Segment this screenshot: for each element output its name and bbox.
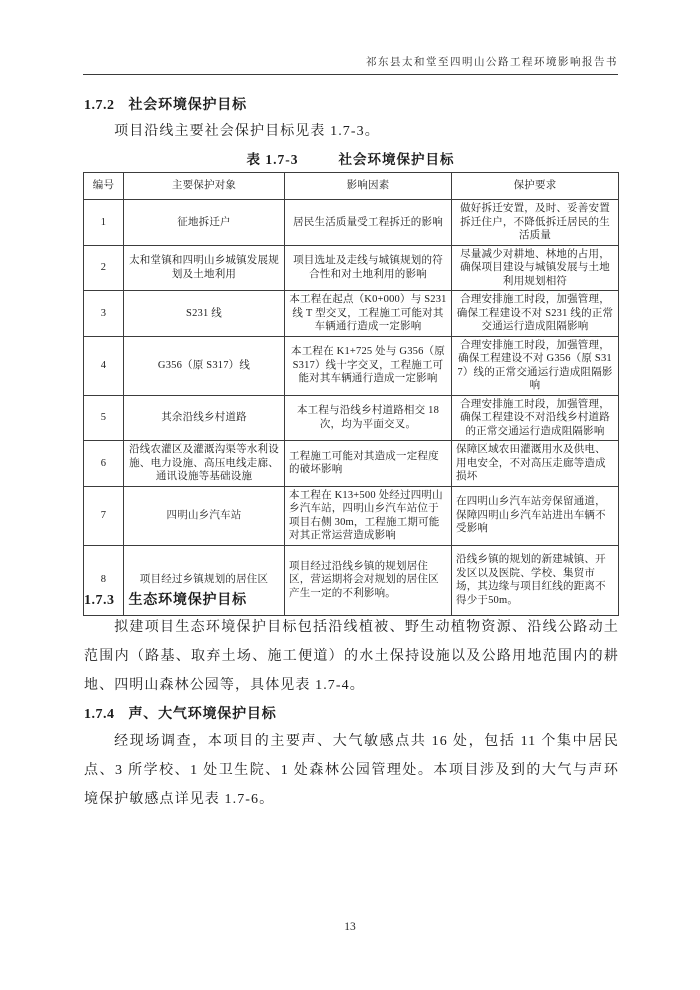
cell-number: 6	[84, 441, 124, 487]
section-title: 生态环境保护目标	[128, 593, 247, 608]
column-header-requirement: 保护要求	[452, 173, 619, 200]
column-header-impact: 影响因素	[285, 173, 452, 200]
section-heading-1-7-2	[84, 94, 619, 114]
column-header-number: 编号	[84, 173, 124, 200]
table-row	[84, 441, 619, 487]
paragraph-1-7-3: 拟建项目生态环境保护目标包括沿线植被、野生动植物资源、沿线公路动土范围内（路基、取弃土场、施工便道）的水土保持设施以及公路用地范围内的耕地、四明山森林公园等，具体见表 1.7-4。	[84, 620, 619, 693]
cell-number: 5	[84, 395, 124, 441]
cell-impact: 工程施工可能对其造成一定程度的破坏影响	[285, 441, 452, 487]
table-caption	[83, 148, 618, 168]
table-row	[84, 291, 619, 337]
section-title: 声、大气环境保护目标	[128, 707, 277, 722]
cell-target: 征地拆迁户	[124, 200, 285, 246]
column-header-target: 主要保护对象	[124, 173, 285, 200]
cell-impact: 本工程在 K13+500 处经过四明山乡汽车站，四明山乡汽车站位于项目右侧 30m，工程施工期可能对其正常运营造成影响	[285, 486, 452, 545]
section-heading-1-7-4	[84, 703, 619, 723]
cell-impact: 项目选址及走线与城镇规划的符合性和对土地利用的影响	[285, 245, 452, 291]
table-row	[84, 486, 619, 545]
cell-impact: 本工程在起点（K0+000）与 S231 线 T 型交叉，工程施工可能对其车辆通行造成一定影响	[285, 291, 452, 337]
cell-impact: 居民生活质量受工程拆迁的影响	[285, 200, 452, 246]
cell-requirement: 保障区域农田灌溉用水及供电、用电安全，不对高压走廊等造成损坏	[452, 441, 619, 487]
section-number: 1.7.3	[84, 593, 115, 608]
section-number: 1.7.4	[84, 707, 115, 722]
section-number: 1.7.2	[84, 98, 115, 113]
cell-number: 8	[84, 545, 124, 615]
cell-impact: 本工程与沿线乡村道路相交 18 次，均为平面交叉。	[285, 395, 452, 441]
table-row	[84, 245, 619, 291]
table-label: 表 1.7-3	[246, 152, 299, 167]
cell-requirement: 合理安排施工时段，加强管理，确保工程建设不对沿线乡村道路的正常交通运行造成阻隔影响	[452, 395, 619, 441]
running-header	[83, 54, 618, 75]
cell-target: 太和堂镇和四明山乡城镇发展规划及土地利用	[124, 245, 285, 291]
cell-target: 沿线农灌区及灌溉沟渠等水利设施、电力设施、高压电线走廊、通讯设施等基础设施	[124, 441, 285, 487]
table-title: 社会环境保护目标	[338, 152, 455, 167]
cell-number: 2	[84, 245, 124, 291]
cell-impact: 项目经过沿线乡镇的规划居住区，营运期将会对规划的居住区产生一定的不利影响。	[285, 545, 452, 615]
table-row	[84, 336, 619, 395]
section-title: 社会环境保护目标	[128, 98, 247, 113]
paragraph-1-7-2: 项目沿线主要社会保护目标见表 1.7-3。	[114, 124, 380, 139]
cell-target: S231 线	[124, 291, 285, 337]
cell-target: G356（原 S317）线	[124, 336, 285, 395]
table-body	[84, 200, 619, 616]
cell-requirement: 在四明山乡汽车站旁保留通道，保障四明山乡汽车站进出车辆不受影响	[452, 486, 619, 545]
cell-impact: 本工程在 K1+725 处与 G356（原 S317）线十字交叉，工程施工可能对其车辆通行造成一定影响	[285, 336, 452, 395]
cell-number: 1	[84, 200, 124, 246]
cell-target: 四明山乡汽车站	[124, 486, 285, 545]
cell-number: 4	[84, 336, 124, 395]
table-header-row	[84, 173, 619, 200]
cell-requirement: 尽量减少对耕地、林地的占用，确保项目建设与城镇发展与土地利用规划相符	[452, 245, 619, 291]
cell-requirement: 沿线乡镇的规划的新建城镇、开发区以及医院、学校、集贸市场，其边缘与项目红线的距离不得少于50m。	[452, 545, 619, 615]
table-row	[84, 200, 619, 246]
cell-number: 7	[84, 486, 124, 545]
cell-target: 项目经过乡镇规划的居住区	[124, 545, 285, 615]
page-number: 13	[344, 921, 356, 933]
cell-requirement: 做好拆迁安置，及时、妥善安置拆迁住户，不降低拆迁居民的生活质量	[452, 200, 619, 246]
section-heading-1-7-3	[84, 589, 619, 609]
cell-requirement: 合理安排施工时段，加强管理，确保工程建设不对 G356（原 S317）线的正常交通运行造成阻隔影响	[452, 336, 619, 395]
paragraph-1-7-4: 经现场调查，本项目的主要声、大气敏感点共 16 处，包括 11 个集中居民点、3 所学校、1 处卫生院、1 处森林公园管理处。本项目涉及到的大气与声环境保护敏感点详见表 1.7-6。	[84, 734, 619, 807]
cell-requirement: 合理安排施工时段，加强管理，确保工程建设不对 S231 线的正常交通运行造成阻隔影响	[452, 291, 619, 337]
cell-target: 其余沿线乡村道路	[124, 395, 285, 441]
table-row	[84, 395, 619, 441]
running-header-title: 祁东县太和堂至四明山公路工程环境影响报告书	[366, 57, 618, 68]
cell-number: 3	[84, 291, 124, 337]
social-protection-targets-table	[83, 172, 619, 616]
